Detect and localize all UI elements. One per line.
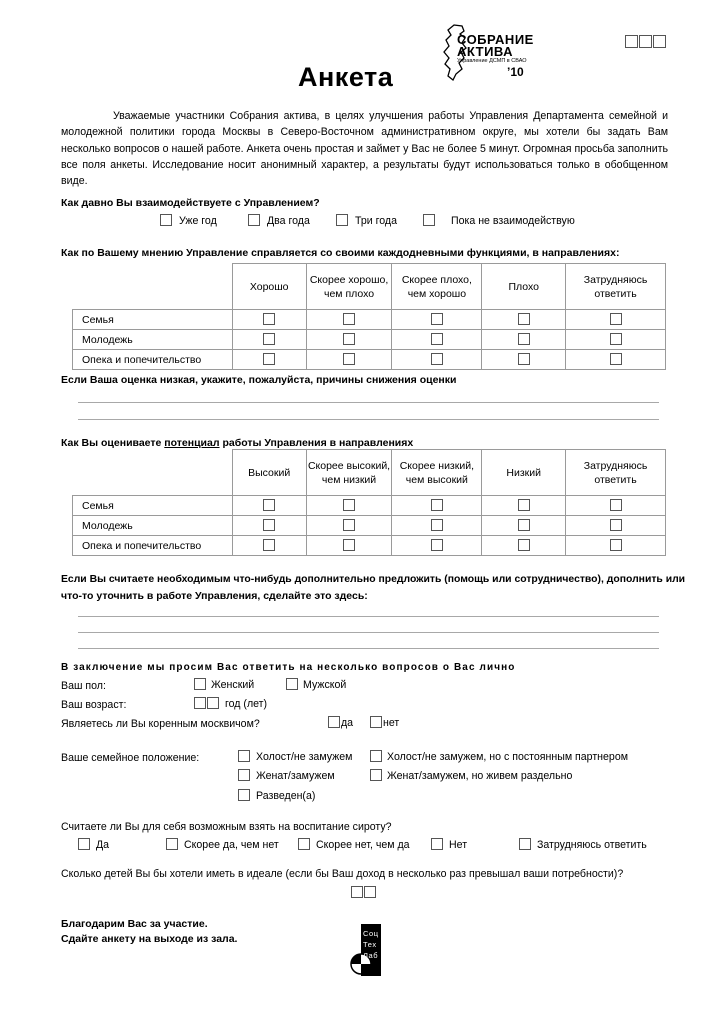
question-suggestions-line1: Если Вы считаете необходимым что-нибудь дополнительно предложить (помощь или сотрудничество), дополнить или xyxy=(61,574,686,585)
checkbox[interactable] xyxy=(263,499,275,511)
age-label: Ваш возраст: xyxy=(61,699,127,711)
family-label: Ваше семейное положение: xyxy=(61,752,200,764)
potential-table xyxy=(72,449,666,556)
digit-box[interactable] xyxy=(207,697,219,709)
row-label: Семья xyxy=(73,496,233,516)
checkbox[interactable] xyxy=(343,313,355,325)
orphan-no[interactable]: Нет xyxy=(431,838,467,851)
checkbox[interactable] xyxy=(431,519,443,531)
family-married-separate[interactable]: Женат/замужем, но живем раздельно xyxy=(370,769,572,782)
checkbox[interactable] xyxy=(343,353,355,365)
checkbox[interactable] xyxy=(610,499,622,511)
column-header: Низкий xyxy=(482,450,566,496)
digit-box[interactable] xyxy=(364,886,376,898)
orphan-yes[interactable]: Да xyxy=(78,838,109,851)
table-row xyxy=(73,330,666,350)
gender-male[interactable]: Мужской xyxy=(286,678,346,691)
gender-female[interactable]: Женский xyxy=(194,678,254,691)
family-divorced[interactable]: Разведен(а) xyxy=(238,789,315,802)
column-header: Скорее высокий, чем низкий xyxy=(306,450,392,496)
checkbox[interactable] xyxy=(286,678,298,690)
checkbox[interactable] xyxy=(238,750,250,762)
checkbox[interactable] xyxy=(431,499,443,511)
soctechlab-line1: Соц xyxy=(363,929,379,938)
checkbox[interactable] xyxy=(343,333,355,345)
checkbox[interactable] xyxy=(431,333,443,345)
question-potential: Как Вы оцениваете потенциал работы Управления в направлениях xyxy=(61,437,414,449)
children-count-input[interactable] xyxy=(351,886,376,899)
option-three-years[interactable]: Три года xyxy=(336,214,397,227)
checkbox[interactable] xyxy=(431,313,443,325)
checkbox[interactable] xyxy=(263,333,275,345)
row-label: Молодежь xyxy=(73,516,233,536)
checkbox[interactable] xyxy=(431,539,443,551)
checkbox[interactable] xyxy=(343,539,355,551)
question-suggestions-line2: что-то уточнить в работе Управления, сделайте это здесь: xyxy=(61,590,368,602)
checkbox[interactable] xyxy=(263,519,275,531)
column-header: Хорошо xyxy=(232,264,306,310)
native-no[interactable]: нет xyxy=(370,716,399,729)
column-header: Плохо xyxy=(482,264,566,310)
checkbox[interactable] xyxy=(343,499,355,511)
checkbox[interactable] xyxy=(610,313,622,325)
orphan-question: Считаете ли Вы для себя возможным взять на воспитание сироту? xyxy=(61,821,392,833)
thanks-text: Благодарим Вас за участие. xyxy=(61,918,208,930)
question-low-score-reasons: Если Ваша оценка низкая, укажите, пожалуйста, причины снижения оценки xyxy=(61,374,457,386)
daily-functions-table xyxy=(72,263,666,370)
checkbox[interactable] xyxy=(343,519,355,531)
answer-line[interactable] xyxy=(78,402,659,403)
native-yes[interactable]: да xyxy=(328,716,353,729)
checkbox[interactable] xyxy=(519,838,531,850)
column-header: Скорее плохо, чем хорошо xyxy=(392,264,482,310)
intro-text: Уважаемые участники Собрания актива, в целях улучшения работы Управления Департамента семейной и молодежной политики города Москвы в Северо-Восточном административном округе, мы хотели бы задать Вам несколько вопросов о нашей работе. Анкета очень простая и займет у Вас не более 5 минут. Огромная просьба заполнить все поля анкеты. Исследование носит анонимный характер, а результаты будут использоваться только в обобщенном виде. xyxy=(61,110,668,188)
checkbox[interactable] xyxy=(518,353,530,365)
checkbox[interactable] xyxy=(78,838,90,850)
checkbox[interactable] xyxy=(328,716,340,728)
option-not-yet[interactable]: Пока не взаимодействую xyxy=(423,214,575,227)
checkbox[interactable] xyxy=(370,769,382,781)
checkbox[interactable] xyxy=(431,353,443,365)
checkbox[interactable] xyxy=(263,353,275,365)
soctechlab-line2: Тех xyxy=(363,940,377,949)
column-header: Затрудняюсь ответить xyxy=(566,450,666,496)
row-label: Семья xyxy=(73,310,233,330)
orphan-rather-yes[interactable]: Скорее да, чем нет xyxy=(166,838,279,851)
table-row xyxy=(73,516,666,536)
answer-line[interactable] xyxy=(78,632,659,633)
logo-line1: СОБРАНИЕ xyxy=(457,32,534,47)
checkbox[interactable] xyxy=(423,214,435,226)
digit-box[interactable] xyxy=(351,886,363,898)
checkbox[interactable] xyxy=(370,716,382,728)
checkbox[interactable] xyxy=(431,838,443,850)
option-one-year[interactable]: Уже год xyxy=(160,214,217,227)
checkbox[interactable] xyxy=(238,789,250,801)
checkbox[interactable] xyxy=(518,539,530,551)
checkbox[interactable] xyxy=(610,539,622,551)
checkbox[interactable] xyxy=(194,678,206,690)
family-married[interactable]: Женат/замужем xyxy=(238,769,335,782)
id-box-1[interactable] xyxy=(625,35,638,48)
respondent-id-boxes[interactable] xyxy=(625,35,666,49)
column-header: Скорее низкий, чем высокий xyxy=(392,450,482,496)
checkbox[interactable] xyxy=(263,313,275,325)
soctechlab-logo xyxy=(345,924,381,978)
family-single-partner[interactable]: Холост/не замужем, но с постоянным партнером xyxy=(370,750,628,763)
checkbox[interactable] xyxy=(336,214,348,226)
checkbox[interactable] xyxy=(166,838,178,850)
checkbox[interactable] xyxy=(160,214,172,226)
answer-line[interactable] xyxy=(78,648,659,649)
page-title: Анкета xyxy=(298,62,394,92)
return-text: Сдайте анкету на выходе из зала. xyxy=(61,933,238,945)
digit-box[interactable] xyxy=(194,697,206,709)
checkbox[interactable] xyxy=(518,333,530,345)
row-label: Молодежь xyxy=(73,330,233,350)
assembly-logo xyxy=(440,24,560,84)
checkbox[interactable] xyxy=(610,519,622,531)
checkbox[interactable] xyxy=(263,539,275,551)
orphan-rather-no[interactable]: Скорее нет, чем да xyxy=(298,838,410,851)
logo-line2: АКТИВА xyxy=(457,44,514,59)
row-label: Опека и попечительство xyxy=(73,350,233,370)
column-header: Высокий xyxy=(232,450,306,496)
family-single[interactable]: Холост/не замужем xyxy=(238,750,352,763)
gender-label: Ваш пол: xyxy=(61,680,106,692)
checkbox[interactable] xyxy=(610,333,622,345)
checkbox[interactable] xyxy=(518,519,530,531)
id-box-3[interactable] xyxy=(653,35,666,48)
answer-line[interactable] xyxy=(78,419,659,420)
checkbox[interactable] xyxy=(518,499,530,511)
native-label: Являетесь ли Вы коренным москвичом? xyxy=(61,718,260,730)
table-row xyxy=(73,536,666,556)
question-duration: Как давно Вы взаимодействуете с Управлением? xyxy=(61,197,320,209)
column-header: Затрудняюсь ответить xyxy=(566,264,666,310)
orphan-unsure[interactable]: Затрудняюсь ответить xyxy=(519,838,647,851)
logo-year: ’10 xyxy=(507,65,524,79)
children-question: Сколько детей Вы бы хотели иметь в идеале (если бы Ваш доход в несколько раз превышал ваши потребности)? xyxy=(61,868,624,880)
table-row xyxy=(73,496,666,516)
checkbox[interactable] xyxy=(518,313,530,325)
checkbox[interactable] xyxy=(248,214,260,226)
column-header: Скорее хорошо, чем плохо xyxy=(306,264,392,310)
checkbox[interactable] xyxy=(238,769,250,781)
table-row xyxy=(73,310,666,330)
personal-heading: В заключение мы просим Вас ответить на несколько вопросов о Вас лично xyxy=(61,662,516,673)
table-row xyxy=(73,350,666,370)
age-input[interactable]: год (лет) xyxy=(194,697,267,710)
option-two-years[interactable]: Два года xyxy=(248,214,310,227)
checkbox[interactable] xyxy=(610,353,622,365)
checkbox[interactable] xyxy=(370,750,382,762)
logo-subtitle: Управление ДСМП в СВАО xyxy=(457,58,527,64)
id-box-2[interactable] xyxy=(639,35,652,48)
row-label: Опека и попечительство xyxy=(73,536,233,556)
soctechlab-line3: Лаб xyxy=(363,951,379,960)
question-daily-functions: Как по Вашему мнению Управление справляется со своими каждодневными функциями, в направлениях: xyxy=(61,247,620,259)
checkbox[interactable] xyxy=(298,838,310,850)
answer-line[interactable] xyxy=(78,616,659,617)
